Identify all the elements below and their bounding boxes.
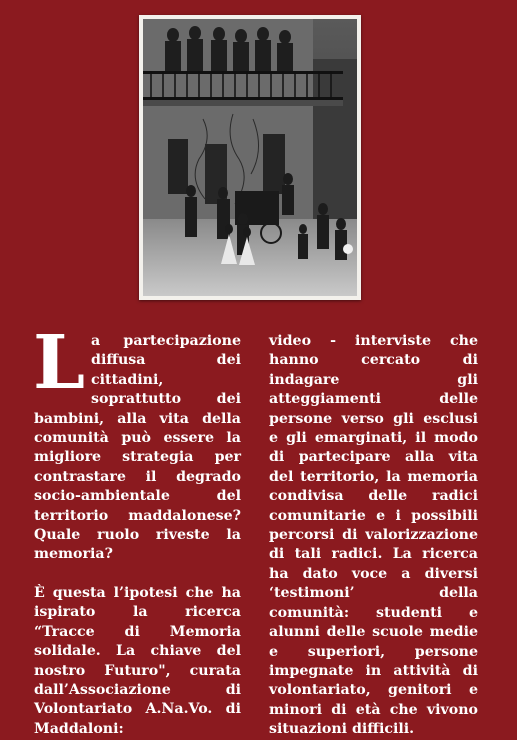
left-paragraph-1: a partecipazione diffusa dei cittadini, soprattutto dei bambini, alla vita della comunità può essere la migliore strategia per contrastare il degrado socio-ambientale del territorio maddalonese? Quale ruolo riveste la memoria? [34,333,241,563]
right-column [269,332,478,740]
right-paragraph-1: video - interviste che hanno cercato di indagare gli atteggiamenti delle persone verso gli esclusi e gli emarginati, il modo di partecipare alla vita del territorio, la memoria condivisa delle radici comunitarie e i possibili percorsi di valorizzazione di tali radici. La ricerca ha dato voce a diversi ‘testimoni’ della comunità: studenti e alunni delle scuole medie e superiori, persone impegnate in attività di volontariato, genitori e minori di età che vivono situazioni difficili. [269,333,478,738]
photo-illustration [143,19,357,296]
photo-frame [139,15,361,300]
historic-photo [143,19,357,296]
left-paragraph-2: È questa l’ipotesi che ha ispirato la ricerca “Tracce di Memoria solidale. La chiave del nostro Futuro", curata dall’Associazione di Volontariato A.Na.Vo. di Maddaloni: [34,584,241,737]
left-column [33,320,241,739]
dropcap: L [33,320,86,406]
